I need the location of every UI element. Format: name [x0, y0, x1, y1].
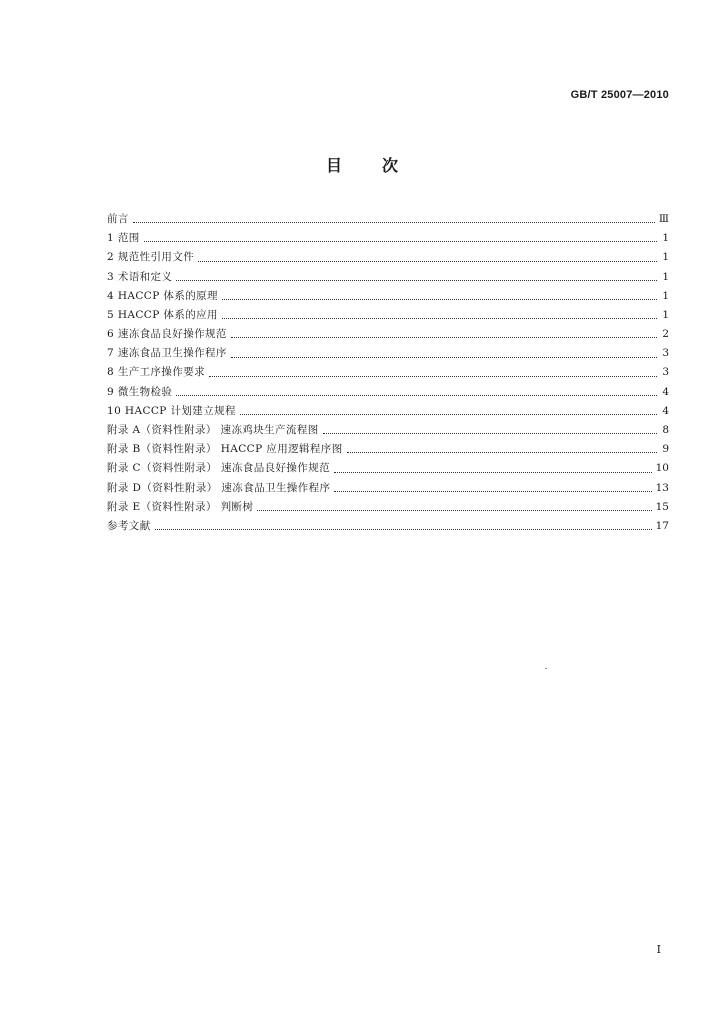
toc-leader-dots	[240, 413, 657, 415]
toc-leader-dots	[144, 240, 657, 242]
toc-leader-dots	[334, 490, 651, 492]
toc-entry-label: 附录 D（资料性附录） 速冻食品卫生操作程序	[107, 481, 331, 494]
toc-entry-page: 4	[662, 385, 669, 398]
toc-entry-page: 3	[662, 347, 669, 360]
toc-leader-dots	[323, 432, 657, 434]
toc-entry-label: 8 生产工序操作要求	[107, 366, 206, 379]
toc-entry-annex-a[interactable]	[107, 421, 669, 440]
toc-entry-page: 10	[655, 462, 669, 475]
toc-entry-page: 4	[662, 404, 669, 417]
toc-entry-haccp-application[interactable]	[107, 306, 669, 325]
toc-entry-label: 5 HACCP 体系的应用	[107, 308, 218, 321]
toc-entry-page: 1	[662, 251, 669, 264]
toc-entry-foreword[interactable]	[107, 210, 669, 229]
document-code: GB/T 25007—2010	[570, 89, 669, 101]
toc-entry-label: 附录 A（资料性附录） 速冻鸡块生产流程图	[107, 424, 319, 437]
toc-entry-page: 1	[662, 270, 669, 283]
toc-entry-annex-d[interactable]	[107, 479, 669, 498]
toc-entry-label: 3 术语和定义	[107, 270, 173, 283]
toc-entry-haccp-principles[interactable]	[107, 287, 669, 306]
scan-speck	[545, 668, 547, 669]
toc-entry-page: 17	[655, 519, 669, 532]
toc-entry-annex-c[interactable]	[107, 459, 669, 478]
toc-entry-label: 附录 B（资料性附录） HACCP 应用逻辑程序图	[107, 443, 343, 456]
toc-entry-label: 4 HACCP 体系的原理	[107, 289, 218, 302]
toc-entry-page: 1	[662, 308, 669, 321]
toc-entry-page: Ⅲ	[658, 212, 669, 225]
toc-entry-page: 15	[655, 500, 669, 513]
toc-leader-dots	[176, 279, 657, 281]
toc-entry-bibliography[interactable]	[107, 517, 669, 536]
toc-leader-dots	[155, 528, 652, 530]
toc-leader-dots	[176, 394, 657, 396]
toc-leader-dots	[198, 260, 657, 262]
toc-entry-page: 9	[662, 443, 669, 456]
toc-entry-page: 13	[655, 481, 669, 494]
toc-entry-label: 附录 E（资料性附录） 判断树	[107, 500, 254, 513]
toc-leader-dots	[209, 375, 657, 377]
toc-leader-dots	[347, 451, 657, 453]
toc-entry-page: 8	[662, 424, 669, 437]
toc-entry-label: 7 速冻食品卫生操作程序	[107, 347, 227, 360]
toc-entry-scope[interactable]	[107, 229, 669, 248]
toc-entry-label: 1 范围	[107, 232, 140, 245]
toc-entry-ssop[interactable]	[107, 344, 669, 363]
toc-leader-dots	[231, 336, 657, 338]
toc-entry-label: 参考文献	[107, 519, 151, 532]
toc-entry-page: 1	[662, 232, 669, 245]
toc-entry-label: 2 规范性引用文件	[107, 251, 195, 264]
toc-leader-dots	[222, 317, 657, 319]
toc-leader-dots	[222, 298, 657, 300]
toc-entry-microbiological-testing[interactable]	[107, 383, 669, 402]
toc-leader-dots	[334, 471, 652, 473]
toc-leader-dots	[133, 221, 655, 223]
toc-leader-dots	[231, 356, 657, 358]
toc-entry-label: 9 微生物检验	[107, 385, 173, 398]
toc-entry-annex-e[interactable]	[107, 498, 669, 517]
toc-entry-page: 2	[662, 328, 669, 341]
toc-entry-gmp[interactable]	[107, 325, 669, 344]
toc-entry-normative-references[interactable]	[107, 248, 669, 267]
page-number: Ⅰ	[656, 943, 661, 956]
toc-entry-annex-b[interactable]	[107, 440, 669, 459]
table-of-contents	[107, 210, 669, 536]
toc-entry-label: 前言	[107, 212, 129, 225]
page-title: 目次	[325, 156, 438, 175]
toc-entry-page: 1	[662, 289, 669, 302]
toc-entry-terms[interactable]	[107, 268, 669, 287]
toc-entry-label: 10 HACCP 计划建立规程	[107, 404, 236, 417]
toc-entry-label: 6 速冻食品良好操作规范	[107, 328, 227, 341]
toc-entry-process-requirements[interactable]	[107, 364, 669, 383]
toc-entry-haccp-plan[interactable]	[107, 402, 669, 421]
toc-leader-dots	[257, 509, 651, 511]
toc-entry-label: 附录 C（资料性附录） 速冻食品良好操作规范	[107, 462, 331, 475]
toc-entry-page: 3	[662, 366, 669, 379]
